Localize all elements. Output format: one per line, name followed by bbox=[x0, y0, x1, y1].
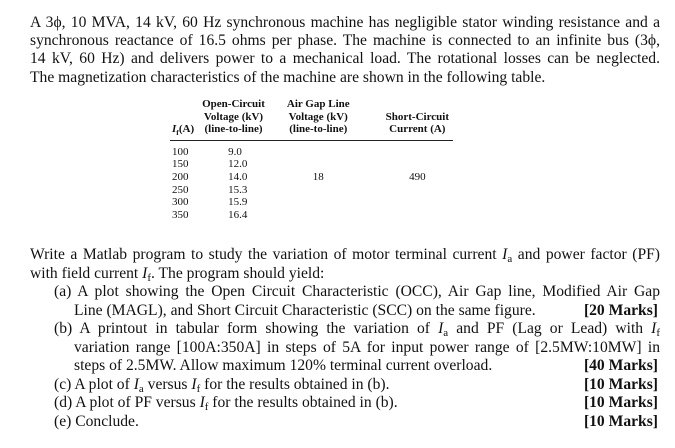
intro-line-3: 14 kV, 60 Hz) and delivers power to a mechanical load. The rotational losses can be neglected. bbox=[30, 50, 660, 68]
header-occ: Open-Circuit Voltage (kV) (line-to-line) bbox=[198, 98, 269, 140]
magnetization-table bbox=[170, 98, 453, 221]
short-circuit-value: 490 bbox=[409, 170, 426, 183]
header-scc: Short-Circuit Current (A) bbox=[368, 98, 453, 140]
marks-b: [40 Marks] bbox=[583, 357, 658, 374]
task-item-a-line-2: Line (MAGL), and Short Circuit Characteristic (SCC) on the same figure. [20 Marks] bbox=[74, 301, 658, 319]
task-item-a-line-1: (a) A plot showing the Open Circuit Characteristic (OCC), Air Gap line, Modified Air Gap bbox=[54, 283, 660, 300]
table-row: 100 9.0 bbox=[172, 145, 242, 158]
task-item-e: (e) Conclude. [10 Marks] bbox=[54, 412, 658, 430]
header-if: $I_f(A)$ bbox=[170, 98, 198, 140]
table-row: 250 15.3 bbox=[172, 183, 248, 196]
marks-c: [10 Marks] bbox=[583, 375, 658, 393]
task-item-c: (c) A plot of $I_a$ versus $I_f$ for the results obtained in (b). [10 Marks] bbox=[54, 375, 658, 395]
air-gap-value: 18 bbox=[312, 170, 324, 183]
task-item-d: (d) A plot of PF versus $I_f$ for the results obtained in (b). [10 Marks] bbox=[54, 394, 658, 413]
marks-d: [10 Marks] bbox=[583, 394, 658, 411]
table-row: 350 16.4 bbox=[172, 208, 248, 221]
task-item-b-line-2: variation range [100A:350A] in steps of 5A for input power range of [2.5MW:10MW] in bbox=[74, 338, 660, 356]
table-header-row bbox=[170, 98, 453, 140]
task-item-b-line-3: steps of 2.5MW. Allow maximum 120% terminal current overload. [40 Marks] bbox=[74, 357, 658, 374]
intro-line-4: The magnetization characteristics of the machine are shown in the following table. bbox=[30, 68, 546, 86]
table-row: 150 12.0 bbox=[172, 158, 248, 171]
table-row: 300 15.9 bbox=[172, 196, 248, 209]
task-line-2: with field current $I_f$. The program should yield: bbox=[30, 264, 325, 284]
table-row: 200 14.0 18 490 bbox=[170, 171, 453, 184]
marks-a: [20 Marks] bbox=[583, 301, 658, 319]
task-item-b-line-1: (b) A printout in tabular form showing the variation of $I_a$ and PF (Lag or Lead) with $I_f$ bbox=[54, 320, 661, 339]
intro-line-1: A 3ϕ, 10 MVA, 14 kV, 60 Hz synchronous machine has negligible stator winding resistance and a bbox=[30, 14, 660, 31]
task-line-1: Write a Matlab program to study the variation of motor terminal current $I_a$ and power factor (PF) bbox=[30, 246, 660, 265]
marks-e: [10 Marks] bbox=[583, 412, 658, 430]
problem-intro bbox=[30, 14, 660, 87]
header-air-gap-line: Air Gap Line Voltage (kV) (line-to-line) bbox=[269, 98, 368, 140]
intro-line-2: synchronous reactance of 16.5 ohms per phase. The machine is connected to an infinite bus (3ϕ, bbox=[30, 32, 660, 50]
task-description bbox=[30, 246, 660, 431]
